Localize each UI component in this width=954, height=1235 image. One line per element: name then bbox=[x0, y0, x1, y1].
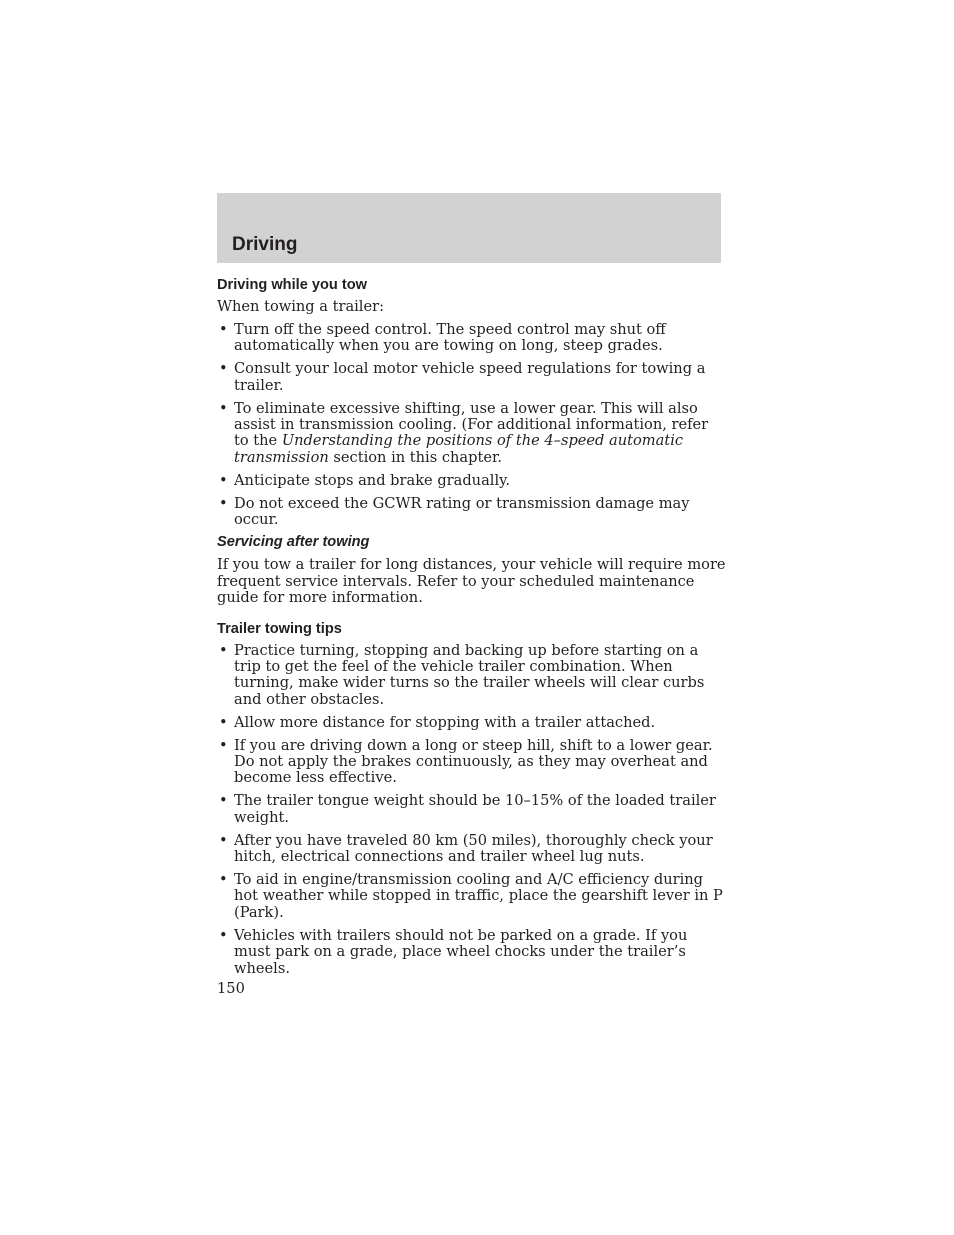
chapter-header-band bbox=[217, 193, 721, 263]
chapter-title: Driving bbox=[232, 234, 298, 255]
list-item-text: Allow more distance for stopping with a trailer attached. bbox=[234, 713, 656, 731]
bullet-mark: • bbox=[219, 831, 228, 849]
list-item-text: The trailer tongue weight should be 10–15% of the loaded trailer weight. bbox=[234, 792, 716, 826]
list-item bbox=[217, 322, 727, 355]
list-item-text: If you are driving down a long or steep hill, shift to a lower gear. Do not apply the brakes continuously, as they may overheat and become less effective. bbox=[234, 736, 713, 787]
list-item bbox=[217, 401, 727, 467]
section-heading-driving-while-you-tow: Driving while you tow bbox=[217, 277, 367, 293]
list-item bbox=[217, 361, 727, 394]
cross-reference: Understanding the positions of the 4–speed automatic transmission bbox=[234, 432, 684, 466]
bullet-mark: • bbox=[219, 870, 228, 888]
list-item bbox=[217, 643, 727, 709]
page-content bbox=[217, 276, 727, 977]
list-item-text: To aid in engine/transmission cooling and A/C efficiency during hot weather while stopped in traffic, place the gearshift lever in P (Park). bbox=[234, 870, 723, 921]
bullet-mark: • bbox=[219, 713, 228, 731]
list-item bbox=[217, 473, 727, 489]
list-item-text: Do not exceed the GCWR rating or transmission damage may occur. bbox=[234, 494, 690, 528]
list-item-text: Anticipate stops and brake gradually. bbox=[234, 471, 511, 489]
bullet-mark: • bbox=[219, 494, 228, 512]
list-item-text: Turn off the speed control. The speed control may shut off automatically when you are towing on long, steep grades. bbox=[234, 320, 666, 355]
list-item-text: Practice turning, stopping and backing up before starting on a trip to get the feel of the vehicle trailer combination. When turning, make wider turns so the trailer wheels will clear curbs and other obstacles. bbox=[234, 641, 705, 708]
bullet-list-driving-while-you-tow bbox=[217, 322, 727, 528]
page-number: 150 bbox=[217, 980, 245, 997]
bullet-mark: • bbox=[219, 926, 228, 944]
list-item bbox=[217, 715, 727, 731]
section-heading-trailer-towing-tips: Trailer towing tips bbox=[217, 620, 342, 637]
list-item-text: To eliminate excessive shifting, use a lower gear. This will also assist in transmission cooling. (For additional information, refer to the bbox=[234, 399, 709, 450]
list-item-text: Consult your local motor vehicle speed regulations for towing a trailer. bbox=[234, 360, 706, 394]
bullet-mark: • bbox=[219, 320, 228, 338]
list-item bbox=[217, 496, 727, 529]
list-item bbox=[217, 738, 727, 787]
bullet-mark: • bbox=[219, 736, 228, 754]
list-item bbox=[217, 833, 727, 866]
bullet-mark: • bbox=[219, 471, 228, 489]
list-item-text: section in this chapter. bbox=[328, 448, 502, 466]
bullet-mark: • bbox=[219, 399, 228, 417]
bullet-mark: • bbox=[219, 360, 228, 378]
list-item bbox=[217, 928, 727, 977]
list-item bbox=[217, 872, 727, 921]
section-heading-servicing-after-towing: Servicing after towing bbox=[217, 534, 370, 551]
section-body: If you tow a trailer for long distances, your vehicle will require more frequent service intervals. Refer to your scheduled maintenance guide for more information. bbox=[217, 556, 726, 607]
list-item bbox=[217, 793, 727, 826]
list-item-text: After you have traveled 80 km (50 miles), thoroughly check your hitch, electrical connections and trailer wheel lug nuts. bbox=[234, 831, 713, 866]
bullet-mark: • bbox=[219, 641, 228, 659]
list-item-text: Vehicles with trailers should not be parked on a grade. If you must park on a grade, place wheel chocks under the trailer’s wheels. bbox=[234, 926, 688, 977]
section-intro: When towing a trailer: bbox=[217, 298, 385, 315]
bullet-list-trailer-towing-tips bbox=[217, 643, 727, 977]
bullet-mark: • bbox=[219, 792, 228, 810]
